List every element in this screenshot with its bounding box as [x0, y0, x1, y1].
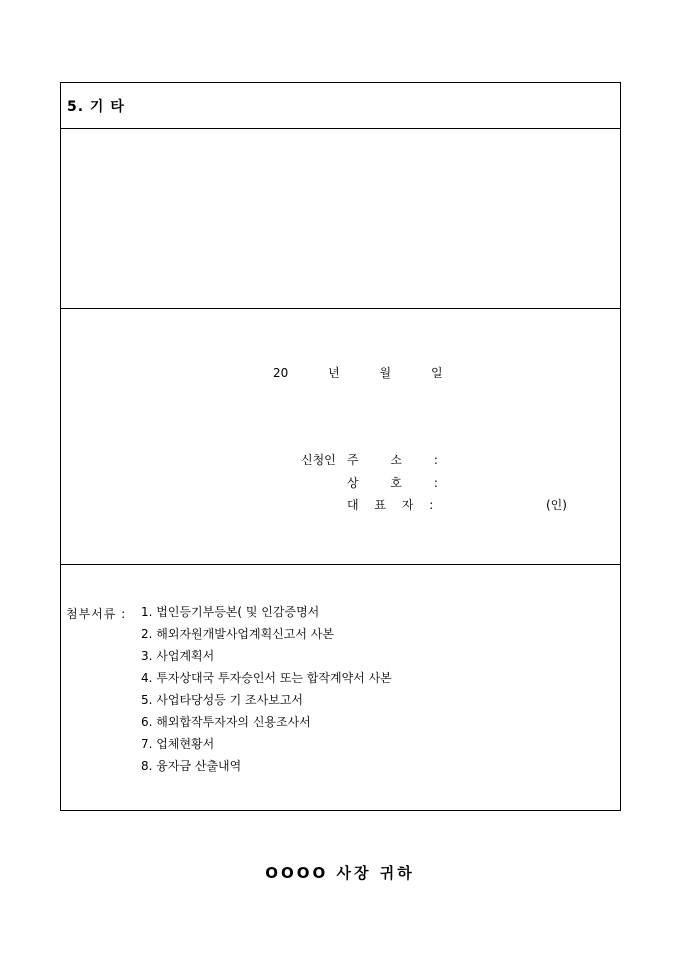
attachments-label: 첨부서류 : [66, 607, 127, 621]
date-year: 20 [273, 366, 289, 380]
list-item: 4. 투자상대국 투자승인서 또는 합작계약서 사본 [141, 671, 392, 685]
other-content-area[interactable] [61, 129, 620, 309]
date-line [273, 364, 465, 381]
section-header [61, 83, 620, 129]
address-label: 주 소 : [347, 453, 452, 467]
signature-section [61, 309, 620, 565]
attachments-list [141, 605, 392, 781]
attachments-section [61, 565, 620, 810]
date-year-unit: 년 [328, 366, 340, 380]
date-day-unit: 일 [430, 366, 443, 380]
representative-label: 대 표 자 : [347, 498, 440, 512]
date-month-unit: 월 [379, 366, 392, 380]
application-form [60, 82, 621, 811]
list-item: 2. 해외자원개발사업계획신고서 사본 [141, 627, 334, 641]
applicant-label: 신청인 [301, 453, 336, 467]
list-item: 1. 법인등기부등본( 및 인감증명서 [141, 605, 320, 619]
list-item: 5. 사업타당성등 기 조사보고서 [141, 693, 303, 707]
recipient-line: OOOO 사장 귀하 [265, 864, 415, 882]
list-item: 8. 융자금 산출내역 [141, 759, 242, 773]
list-item: 3. 사업계획서 [141, 649, 215, 663]
list-item: 7. 업체현황서 [141, 737, 215, 751]
section-title: 5. 기 타 [67, 99, 125, 115]
company-name-label: 상 호 : [347, 476, 452, 490]
list-item: 6. 해외합작투자자의 신용조사서 [141, 715, 311, 729]
seal-mark: (인) [546, 498, 567, 512]
